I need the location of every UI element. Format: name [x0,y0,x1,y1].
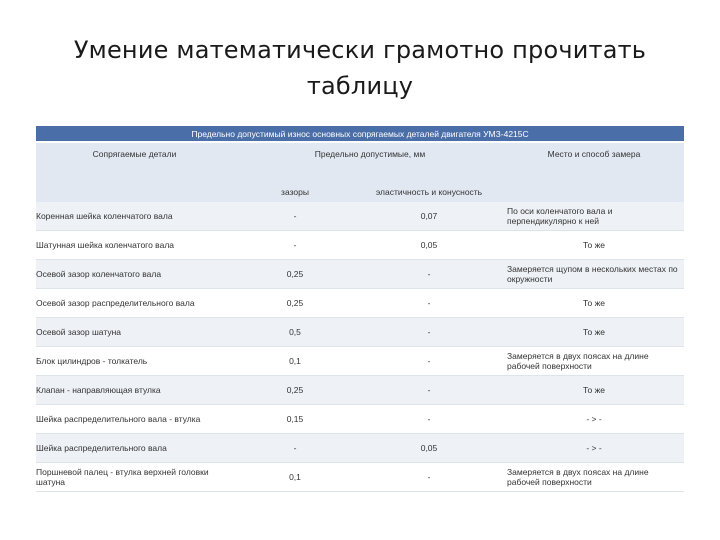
header-method: Место и способ замера [504,142,684,202]
table-row [36,376,684,405]
cell-method: Замеряется в двух поясах на длине рабочей поверхности [504,463,684,492]
cell-method: То же [504,289,684,318]
cell-part: Коренная шейка коленчатого вала [36,202,236,231]
cell-part: Поршневой палец - втулка верхней головки шатуна [36,463,236,492]
table-row [36,405,684,434]
cell-method: Замеряется в двух поясах на длине рабочей поверхности [504,347,684,376]
cell-method: То же [504,376,684,405]
cell-method: То же [504,231,684,260]
table-row [36,289,684,318]
cell-method: - > - [504,434,684,463]
slide-title-line-2: таблицу [306,72,414,100]
cell-gap: 0,25 [236,260,354,289]
cell-gap: 0,5 [236,318,354,347]
table-row [36,434,684,463]
cell-ellipticity: 0,05 [354,434,504,463]
cell-gap: - [236,231,354,260]
cell-ellipticity: - [354,289,504,318]
table-row [36,260,684,289]
cell-method: Замеряется щупом в нескольких местах по окружности [504,260,684,289]
table-row [36,231,684,260]
cell-part: Осевой зазор коленчатого вала [36,260,236,289]
cell-part: Осевой зазор распределительного вала [36,289,236,318]
cell-ellipticity: - [354,318,504,347]
wear-limits-table [36,126,684,492]
cell-gap: 0,25 [236,289,354,318]
cell-gap: 0,1 [236,347,354,376]
cell-method: То же [504,318,684,347]
cell-gap: 0,25 [236,376,354,405]
table-caption: Предельно допустимый износ основных сопрягаемых деталей двигателя УМЗ-4215С [36,126,684,142]
cell-ellipticity: - [354,463,504,492]
table-row [36,347,684,376]
cell-ellipticity: - [354,260,504,289]
cell-part: Шатунная шейка коленчатого вала [36,231,236,260]
header-parts: Сопрягаемые детали [36,142,236,202]
cell-ellipticity: 0,07 [354,202,504,231]
table-row [36,463,684,492]
slide-title-line-1: Умение математически грамотно прочитать [73,36,647,64]
cell-gap: 0,15 [236,405,354,434]
header-gaps: зазоры [236,182,354,202]
cell-gap: - [236,434,354,463]
cell-method: По оси коленчатого вала и перпендикулярно к ней [504,202,684,231]
table-row [36,202,684,231]
cell-ellipticity: - [354,405,504,434]
cell-method: - > - [504,405,684,434]
table-body [36,202,684,492]
cell-ellipticity: - [354,376,504,405]
cell-part: Шейка распределительного вала - втулка [36,405,236,434]
header-ellipticity: эластичность и конусность [354,182,504,202]
cell-part: Шейка распределительного вала [36,434,236,463]
header-limits: Предельно допустимые, мм [236,142,504,182]
cell-gap: - [236,202,354,231]
table-row [36,318,684,347]
slide-title [40,32,680,104]
cell-part: Блок цилиндров - толкатель [36,347,236,376]
table-header-row-1 [36,142,684,182]
cell-ellipticity: - [354,347,504,376]
cell-gap: 0,1 [236,463,354,492]
cell-part: Осевой зазор шатуна [36,318,236,347]
table-caption-row [36,126,684,142]
cell-part: Клапан - направляющая втулка [36,376,236,405]
cell-ellipticity: 0,05 [354,231,504,260]
